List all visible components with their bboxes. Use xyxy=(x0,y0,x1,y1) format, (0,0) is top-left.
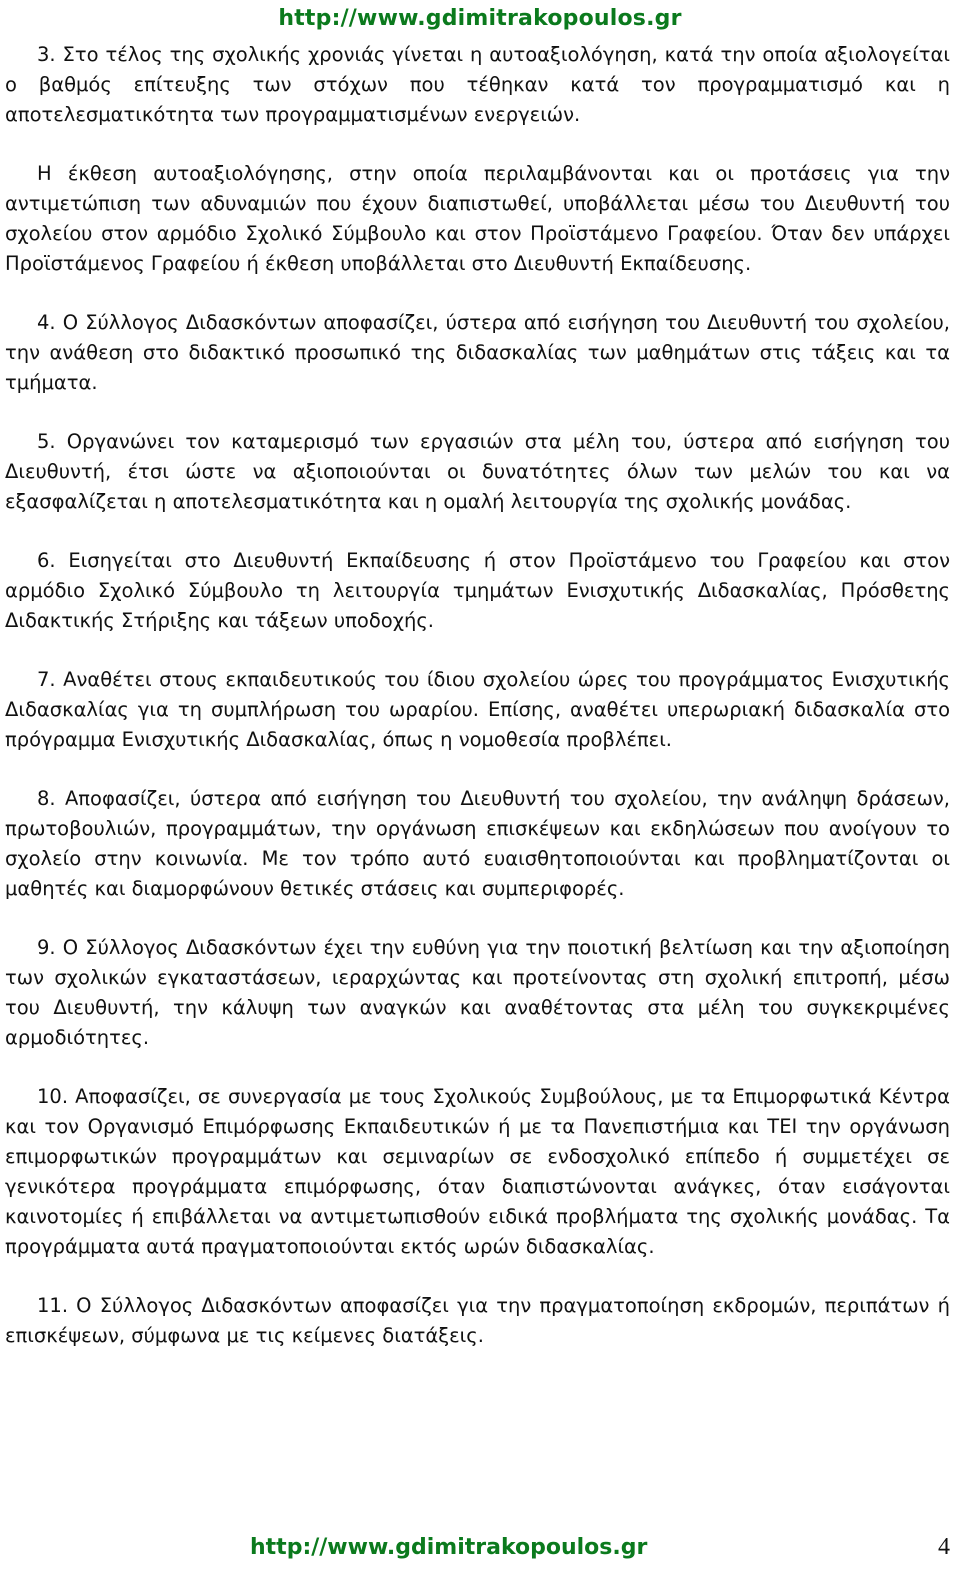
footer-url[interactable]: http://www.gdimitrakopoulos.gr xyxy=(250,1535,648,1560)
paragraph-item-9: 9. Ο Σύλλογος Διδασκόντων έχει την ευθύνη για την ποιοτική βελτίωση και την αξιοποίηση των σχολικών εγκαταστάσεων, ιεραρχώντας και προτείνοντας στη σχολική επιτροπή, μέσω του Διευθυντή, την κάλυψη των αναγκών και αναθέτοντας στα μέλη του συγκεκριμένες αρμοδιότητες. xyxy=(5,936,950,1049)
paragraph-item-11: 11. Ο Σύλλογος Διδασκόντων αποφασίζει για την πραγματοποίηση εκδρομών, περιπάτων ή επισκέψεων, σύμφωνα με τις κείμενες διατάξεις. xyxy=(5,1294,950,1347)
paragraph-item-5: 5. Οργανώνει τον καταμερισμό των εργασιών στα μέλη του, ύστερα από εισήγηση του Διευθυντή, έτσι ώστε να αξιοποιούνται οι δυνατότητες όλων των μελών του και να εξασφαλίζεται η αποτελεσματικότητα και η ομαλή λειτουργία της σχολικής μονάδας. xyxy=(5,430,950,513)
paragraph-item-10: 10. Αποφασίζει, σε συνεργασία με τους Σχολικούς Συμβούλους, με τα Επιμορφωτικά Κέντρα και τον Οργανισμό Επιμόρφωσης Εκπαιδευτικών ή με τα Πανεπιστήμια και ΤΕΙ την οργάνωση επιμορφωτικών προγραμμάτων και σεμιναρίων σε ενδοσχολικό επίπεδο ή συμμετέχει σε γενικότερα προγράμματα επιμόρφωσης, όταν διαπιστώνονται ανάγκες, όταν εισάγονται καινοτομίες ή επιβάλλεται να αντιμετωπισθούν ειδικά προβλήματα της σχολικής μονάδας. Τα προγράμματα αυτά πραγματοποιούνται εκτός ωρών διδασκαλίας. xyxy=(5,1085,950,1258)
paragraph-item-4: 4. Ο Σύλλογος Διδασκόντων αποφασίζει, ύστερα από εισήγηση του Διευθυντή του σχολείου, την ανάθεση στο διδακτικό προσωπικό της διδασκαλίας των μαθημάτων στις τάξεις και τα τμήματα. xyxy=(5,311,950,394)
page-number: 4 xyxy=(938,1534,950,1560)
paragraph-item-7: 7. Αναθέτει στους εκπαιδευτικούς του ίδιου σχολείου ώρες του προγράμματος Ενισχυτικής Διδασκαλίας για τη συμπλήρωση του ωραρίου. Επίσης, αναθέτει υπερωριακή διδασκαλία στο πρόγραμμα Ενισχυτικής Διδασκαλίας, όπως η νομοθεσία προβλέπει. xyxy=(5,668,950,751)
document-body xyxy=(5,40,950,1380)
header-url[interactable]: http://www.gdimitrakopoulos.gr xyxy=(278,6,682,31)
paragraph-item-3: 3. Στο τέλος της σχολικής χρονιάς γίνεται η αυτοαξιολόγηση, κατά την οποία αξιολογείται ο βαθμός επίτευξης των στόχων που τέθηκαν κατά τον προγραμματισμό και η αποτελεσματικότητα των προγραμματισμένων ενεργειών. xyxy=(5,43,950,126)
paragraph-self-evaluation-report: Η έκθεση αυτοαξιολόγησης, στην οποία περιλαμβάνονται και οι προτάσεις για την αντιμετώπιση των αδυναμιών που έχουν διαπιστωθεί, υποβάλλεται μέσω του Διευθυντή του σχολείου στον αρμόδιο Σχολικό Σύμβουλο και στον Προϊστάμενο Γραφείου. Όταν δεν υπάρχει Προϊστάμενος Γραφείου ή έκθεση υποβάλλεται στο Διευθυντή Εκπαίδευσης. xyxy=(5,162,950,275)
paragraph-item-8: 8. Αποφασίζει, ύστερα από εισήγηση του Διευθυντή του σχολείου, την ανάληψη δράσεων, πρωτοβουλιών, προγραμμάτων, την οργάνωση επισκέψεων και εκδηλώσεων που ανοίγουν το σχολείο στην κοινωνία. Με τον τρόπο αυτό ευαισθητοποιούνται και προβληματίζονται οι μαθητές και διαμορφώνουν θετικές στάσεις και συμπεριφορές. xyxy=(5,787,950,900)
paragraph-item-6: 6. Εισηγείται στο Διευθυντή Εκπαίδευσης ή στον Προϊστάμενο του Γραφείου και στον αρμόδιο Σχολικό Σύμβουλο τη λειτουργία τμημάτων Ενισχυτικής Διδασκαλίας, Πρόσθετης Διδακτικής Στήριξης και τάξεων υποδοχής. xyxy=(5,549,950,632)
